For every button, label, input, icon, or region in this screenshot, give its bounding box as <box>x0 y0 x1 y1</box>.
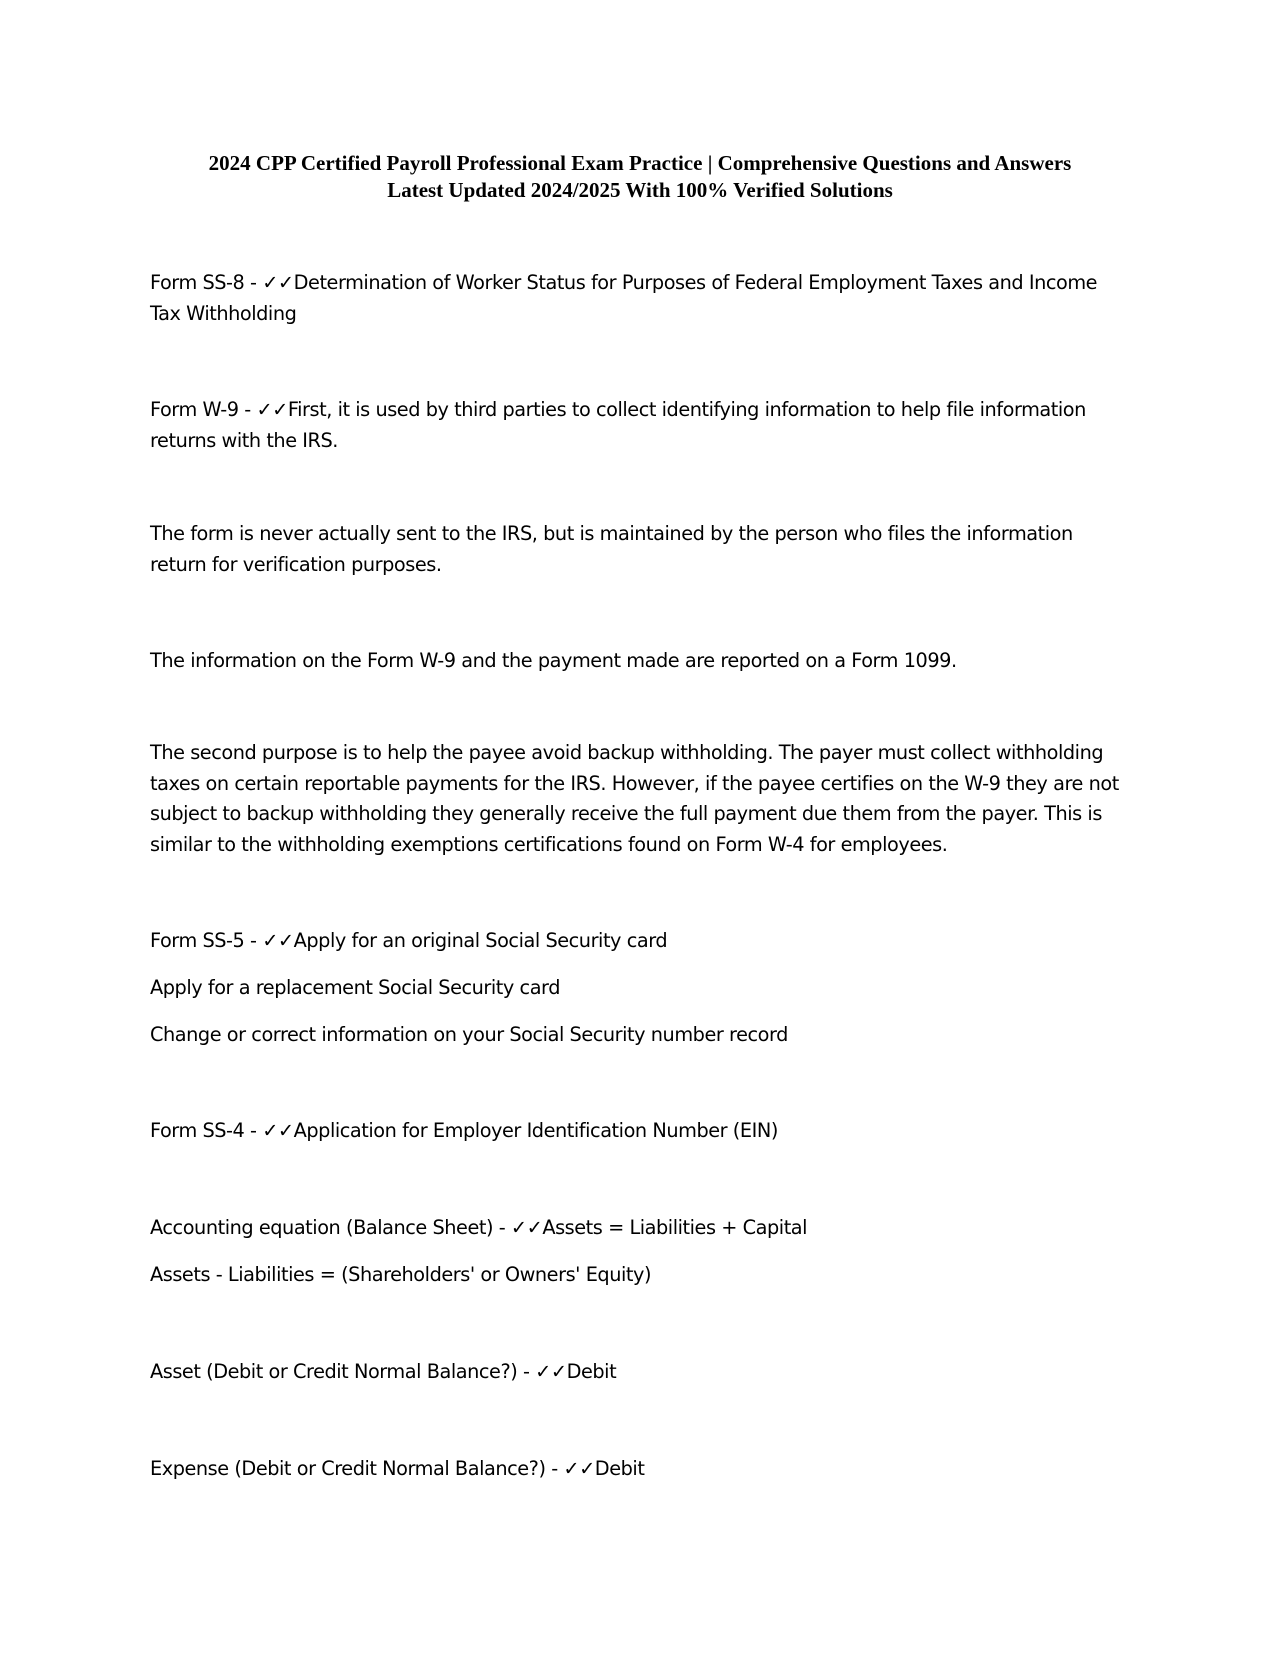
document-title-line-1: 2024 CPP Certified Payroll Professional Exam Practice | Comprehensive Questions and Answers <box>208 151 1072 175</box>
document-title-line-2: Latest Updated 2024/2025 With 100% Verified Solutions <box>387 178 893 202</box>
paragraph-ss5-correct: Change or correct information on your Social Security number record <box>150 1023 788 1046</box>
paragraph-owners-equity: Assets - Liabilities = (Shareholders' or Owners' Equity) <box>150 1263 652 1286</box>
paragraph-ss5-replacement: Apply for a replacement Social Security card <box>150 976 560 999</box>
entry-form-ss4: Form SS-4 - ✓✓Application for Employer Identification Number (EIN) <box>150 1119 778 1142</box>
entry-form-ss5: Form SS-5 - ✓✓Apply for an original Social Security card <box>150 929 668 952</box>
paragraph-w9-backup-withholding: The second purpose is to help the payee avoid backup withholding. The payer must collect withholding taxes on certain reportable payments for the IRS. However, if the payee certifies on the W-9 they are not subject to backup withholding they generally receive the full payment due them from the payer. This is similar to the withholding exemptions certifications found on Form W-4 for employees. <box>150 741 1119 856</box>
entry-asset-normal-balance: Asset (Debit or Credit Normal Balance?) - ✓✓Debit <box>150 1360 617 1383</box>
paragraph-w9-verification: The form is never actually sent to the IRS, but is maintained by the person who files the information return for verification purposes. <box>150 522 1073 576</box>
entry-form-w9: Form W-9 - ✓✓First, it is used by third parties to collect identifying information to help file information returns with the IRS. <box>150 398 1086 452</box>
document-title <box>120 150 1160 204</box>
entry-expense-normal-balance: Expense (Debit or Credit Normal Balance?) - ✓✓Debit <box>150 1457 645 1480</box>
entry-form-ss8: Form SS-8 - ✓✓Determination of Worker Status for Purposes of Federal Employment Taxes and Income Tax Withholding <box>150 271 1098 325</box>
entry-accounting-equation: Accounting equation (Balance Sheet) - ✓✓Assets = Liabilities + Capital <box>150 1216 808 1239</box>
paragraph-w9-form-1099: The information on the Form W-9 and the payment made are reported on a Form 1099. <box>150 649 957 672</box>
